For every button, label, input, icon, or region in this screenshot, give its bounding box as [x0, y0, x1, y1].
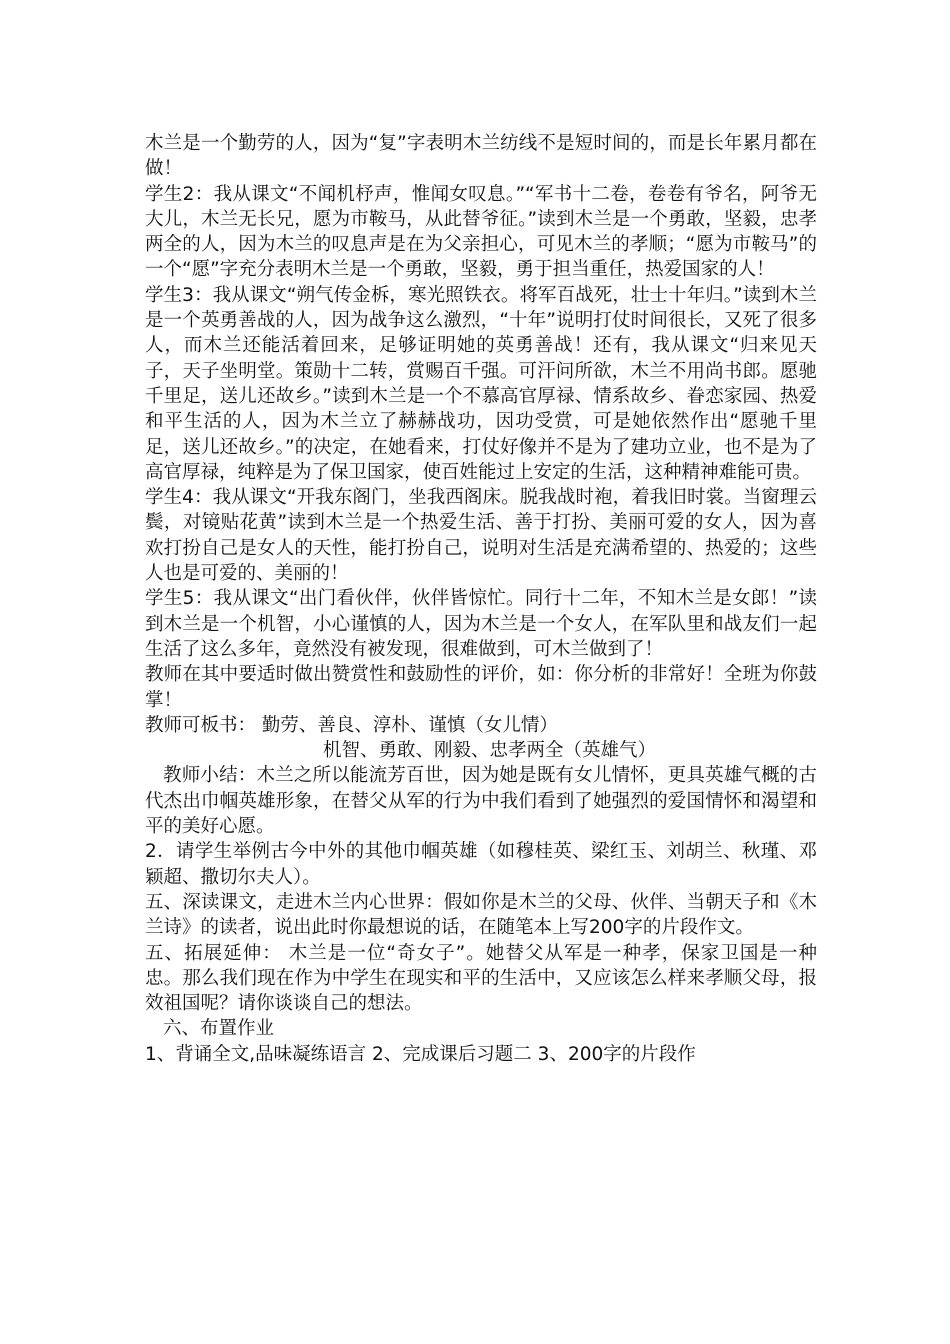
paragraph-blackboard-line-2: 机智、勇敢、刚毅、忠孝两全（英雄气） [323, 740, 657, 762]
paragraph-deep-reading: 五、深读课文，走进木兰内心世界：假如你是木兰的父母、伙伴、当朝天子和《木兰诗》的读者，说出此时你最想说的话，在随笔本上写200字的片段作文。 [145, 891, 817, 939]
paragraph-blackboard-line-1: 教师可板书： 勤劳、善良、淳朴、谨慎（女儿情） [145, 714, 558, 736]
paragraph-student-2: 学生2：我从课文“不闻机杼声，惟闻女叹息。”“军书十二卷，卷卷有爷名，阿爷无大儿，木兰无长兄，愿为市鞍马，从此替爷征。”读到木兰是一个勇敢，坚毅，忠孝两全的人，因为木兰的叹息声是在为父亲担心，可见木兰的孝顺；“愿为市鞍马”的一个“愿”字充分表明木兰是一个勇敢，坚毅，勇于担当重任，热爱国家的人！ [145, 183, 817, 281]
paragraph-mulan-diligent: 木兰是一个勤劳的人，因为“复”字表明木兰纺线不是短时间的，而是长年累月都在做！ [145, 133, 817, 180]
paragraph-student-5: 学生5：我从课文“出门看伙伴，伙伴皆惊忙。同行十二年，不知木兰是女郎！”读到木兰是一个机智，小心谨慎的人，因为木兰是一个女人，在军队里和战友们一起生活了这么多年，竟然没有被发现，很难做到，可木兰做到了！ [145, 588, 817, 660]
paragraph-student-4: 学生4：我从课文“开我东阁门，坐我西阁床。脱我战时袍，着我旧时裳。当窗理云鬓，对镜贴花黄”读到木兰是一个热爱生活、善于打扮、美丽可爱的女人，因为喜欢打扮自己是女人的天性，能打扮自己，说明对生活是充满希望的、热爱的；这些人也是可爱的、美丽的！ [145, 487, 817, 585]
paragraph-heroines-examples: 2．请学生举例古今中外的其他巾帼英雄（如穆桂英、梁红玉、刘胡兰、秋瑾、邓颖超、撒切尔夫人）。 [145, 841, 817, 888]
paragraph-homework-heading: 六、布置作业 [163, 1018, 275, 1040]
paragraph-extension: 五、拓展延伸： 木兰是一位“奇女子”。她替父从军是一种孝，保家卫国是一种忠。那么我们现在作为中学生在现实和平的生活中，又应该怎么样来孝顺父母，报效祖国呢？请你谈谈自己的想法。 [145, 942, 817, 1015]
paragraph-teacher-summary: 教师小结：木兰之所以能流芳百世，因为她是既有女儿情怀，更具英雄气概的古代杰出巾帼英雄形象，在替父从军的行为中我们看到了她强烈的爱国情怀和渴望和平的美好心愿。 [145, 765, 817, 838]
paragraph-homework-items: 1、背诵全文,品味凝练语言 2、完成课后习题二 3、200字的片段作 [145, 1043, 696, 1065]
paragraph-student-3: 学生3：我从课文“朔气传金柝，寒光照铁衣。将军百战死，壮士十年归。”读到木兰是一个英勇善战的人，因为战争这么激烈，“十年”说明打仗时间很长，又死了很多人，而木兰还能活着回来，足够证明她的英勇善战！还有，我从课文“归来见天子，天子坐明堂。策勋十二转，赏赐百千强。可汗问所欲，木兰不用尚书郎。愿驰千里足，送儿还故乡。”读到木兰是一个不慕高官厚禄、情系故乡、眷恋家园、热爱和平生活的人，因为木兰立了赫赫战功，因功受赏，可是她依然作出“愿驰千里足，送儿还故乡。”的决定，在她看来，打仗好像并不是为了建功立业，也不是为了高官厚禄，纯粹是为了保卫国家，使百姓能过上安定的生活，这种精神难能可贵。 [145, 284, 817, 483]
paragraph-teacher-evaluation: 教师在其中要适时做出赞赏性和鼓励性的评价，如：你分析的非常好！全班为你鼓掌！ [145, 664, 817, 711]
document-body [145, 131, 817, 1067]
